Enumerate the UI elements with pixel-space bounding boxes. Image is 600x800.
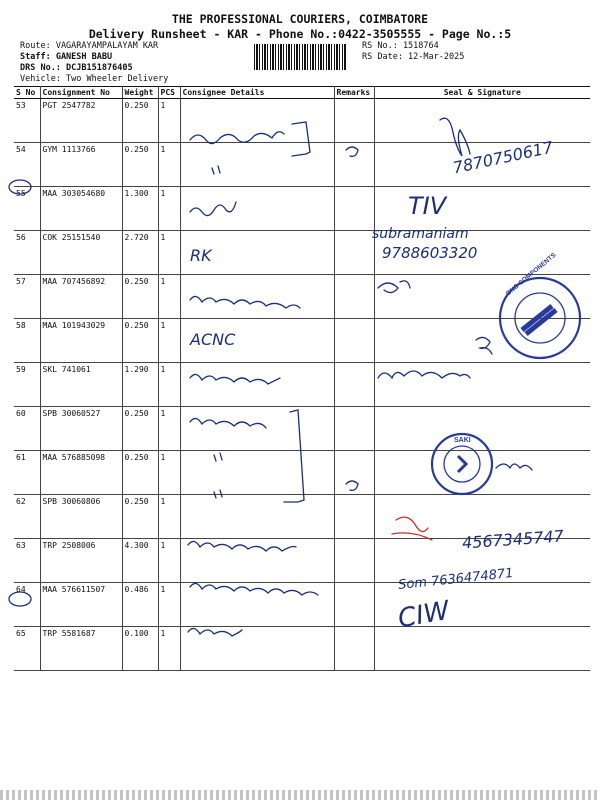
cell-sno: 65 xyxy=(14,627,40,671)
cell-weight: 4.300 xyxy=(122,539,158,583)
cell-sno: 61 xyxy=(14,451,40,495)
cell-remarks xyxy=(334,407,374,451)
cell-consignee xyxy=(180,495,334,539)
cell-remarks xyxy=(334,627,374,671)
table-row xyxy=(14,363,590,407)
handwritten-tiv: TIV xyxy=(408,192,447,220)
cell-consignee xyxy=(180,407,334,451)
handwritten-rk: RK xyxy=(190,246,212,265)
table-row xyxy=(14,451,590,495)
col-weight: Weight xyxy=(122,87,158,99)
col-seal: Seal & Signature xyxy=(374,87,590,99)
cell-pcs: 1 xyxy=(158,187,180,231)
saki-stamp-text: SAKI xyxy=(454,437,471,444)
cell-weight: 0.486 xyxy=(122,583,158,627)
cell-cn: MAA 303054680 xyxy=(40,187,122,231)
cell-pcs: 1 xyxy=(158,407,180,451)
cell-seal xyxy=(374,363,590,407)
cell-consignee xyxy=(180,99,334,143)
cell-cn: SKL 741061 xyxy=(40,363,122,407)
cell-weight: 0.250 xyxy=(122,319,158,363)
cell-pcs: 1 xyxy=(158,495,180,539)
cell-sno: 64 xyxy=(14,583,40,627)
cell-weight: 1.300 xyxy=(122,187,158,231)
cell-consignee xyxy=(180,363,334,407)
table-row xyxy=(14,187,590,231)
cell-consignee xyxy=(180,627,334,671)
company-title: THE PROFESSIONAL COURIERS, COIMBATORE xyxy=(171,12,429,26)
cell-sno: 59 xyxy=(14,363,40,407)
cell-pcs: 1 xyxy=(158,627,180,671)
runsheet-subtitle: Delivery Runsheet - KAR - Phone No.:0422-3505555 - Page No.:5 xyxy=(88,27,512,41)
cell-sno: 60 xyxy=(14,407,40,451)
handwritten-phone-56: 9788603320 xyxy=(382,244,478,262)
cell-consignee xyxy=(180,451,334,495)
handwritten-ciw: CIW xyxy=(395,595,452,635)
cell-cn: SPB 30060527 xyxy=(40,407,122,451)
cell-cn: GYM 1113766 xyxy=(40,143,122,187)
cell-remarks xyxy=(334,99,374,143)
table-row xyxy=(14,627,590,671)
handwritten-phone-54: 7870750617 xyxy=(451,137,555,178)
col-pcs: PCS xyxy=(158,87,180,99)
handwritten-phone-63: 4567345747 xyxy=(461,526,565,553)
cell-remarks xyxy=(334,363,374,407)
cell-remarks xyxy=(334,451,374,495)
cell-remarks xyxy=(334,583,374,627)
cell-weight: 2.720 xyxy=(122,231,158,275)
cell-consignee xyxy=(180,143,334,187)
table-header-row xyxy=(14,87,590,99)
cell-seal xyxy=(374,275,590,319)
cell-pcs: 1 xyxy=(158,539,180,583)
cell-weight: 0.250 xyxy=(122,451,158,495)
cell-remarks xyxy=(334,187,374,231)
page-bottom-edge xyxy=(0,790,600,800)
handwritten-acnc: ACNC xyxy=(190,330,236,349)
cell-pcs: 1 xyxy=(158,319,180,363)
cell-pcs: 1 xyxy=(158,451,180,495)
cell-remarks xyxy=(334,495,374,539)
route-line: Route: VAGARAYAMPALAYAM KAR xyxy=(20,41,159,51)
cell-seal xyxy=(374,187,590,231)
cell-consignee xyxy=(180,583,334,627)
cell-weight: 0.250 xyxy=(122,99,158,143)
cell-pcs: 1 xyxy=(158,363,180,407)
cell-seal xyxy=(374,99,590,143)
table-row xyxy=(14,319,590,363)
cell-cn: PGT 2547782 xyxy=(40,99,122,143)
cell-sno: 58 xyxy=(14,319,40,363)
cell-pcs: 1 xyxy=(158,99,180,143)
cell-remarks xyxy=(334,143,374,187)
cell-cn: MAA 707456892 xyxy=(40,275,122,319)
cell-remarks xyxy=(334,231,374,275)
cell-pcs: 1 xyxy=(158,143,180,187)
cell-sno: 63 xyxy=(14,539,40,583)
cell-cn: TRP 5581687 xyxy=(40,627,122,671)
rs-no-line: RS No.: 1518764 xyxy=(362,41,439,51)
cell-cn: MAA 576885098 xyxy=(40,451,122,495)
handwritten-name-56: subramaniam xyxy=(372,226,469,242)
cell-seal xyxy=(374,407,590,451)
table-row xyxy=(14,407,590,451)
cell-consignee xyxy=(180,187,334,231)
gnc-stamp-text: GNC COMPONENTS xyxy=(504,251,558,298)
vehicle-line: Vehicle: Two Wheeler Delivery xyxy=(20,74,169,84)
cell-remarks xyxy=(334,275,374,319)
cell-cn: MAA 576611507 xyxy=(40,583,122,627)
cell-pcs: 1 xyxy=(158,583,180,627)
table-row xyxy=(14,99,590,143)
cell-weight: 0.250 xyxy=(122,275,158,319)
route-info xyxy=(20,41,168,85)
col-consignment: Consignment No xyxy=(40,87,122,99)
barcode xyxy=(254,44,346,70)
runsheet-table xyxy=(14,86,590,671)
cell-sno: 62 xyxy=(14,495,40,539)
cell-weight: 0.250 xyxy=(122,143,158,187)
cell-sno: 53 xyxy=(14,99,40,143)
cell-seal xyxy=(374,319,590,363)
cell-sno: 54 xyxy=(14,143,40,187)
col-consignee: Consignee Details xyxy=(180,87,334,99)
cell-remarks xyxy=(334,319,374,363)
cell-sno: 57 xyxy=(14,275,40,319)
rs-info xyxy=(362,41,464,63)
handwritten-som: Som 7636474871 xyxy=(397,565,515,594)
cell-weight: 0.250 xyxy=(122,407,158,451)
cell-consignee xyxy=(180,275,334,319)
table-row xyxy=(14,583,590,627)
cell-cn: SPB 30060806 xyxy=(40,495,122,539)
cell-weight: 0.100 xyxy=(122,627,158,671)
cell-weight: 1.290 xyxy=(122,363,158,407)
drs-line: DRS No.: DCJB151876405 xyxy=(20,63,133,73)
col-remarks: Remarks xyxy=(334,87,374,99)
cell-seal xyxy=(374,451,590,495)
col-sno: S No xyxy=(14,87,40,99)
cell-cn: MAA 101943029 xyxy=(40,319,122,363)
cell-pcs: 1 xyxy=(158,231,180,275)
cell-consignee xyxy=(180,539,334,583)
rs-date-line: RS Date: 12-Mar-2025 xyxy=(362,52,465,62)
cell-pcs: 1 xyxy=(158,275,180,319)
cell-cn: TRP 2508006 xyxy=(40,539,122,583)
table-row xyxy=(14,231,590,275)
cell-sno: 56 xyxy=(14,231,40,275)
cell-weight: 0.250 xyxy=(122,495,158,539)
cell-sno: 55 xyxy=(14,187,40,231)
staff-line: Staff: GANESH BABU xyxy=(20,52,113,62)
cell-remarks xyxy=(334,539,374,583)
cell-cn: COK 25151540 xyxy=(40,231,122,275)
table-row xyxy=(14,275,590,319)
